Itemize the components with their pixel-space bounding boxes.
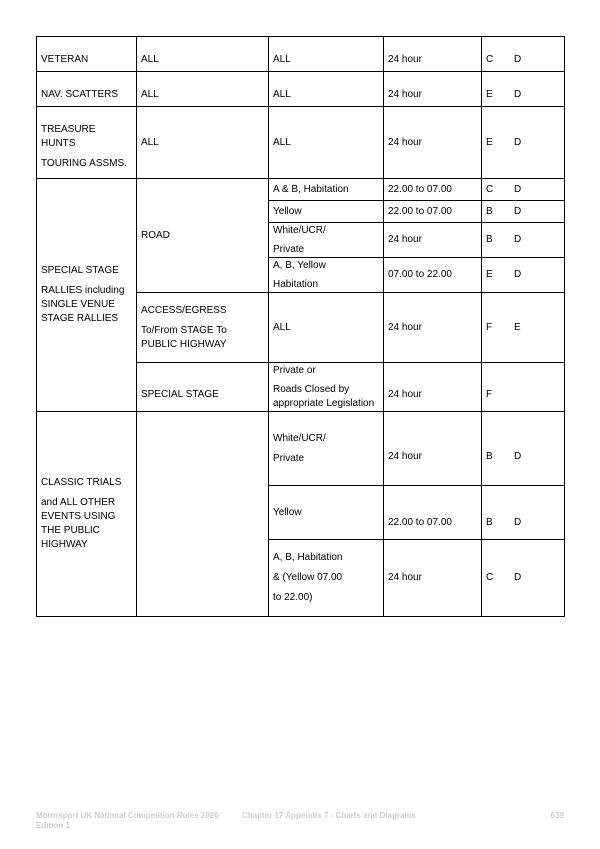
event-cell	[37, 107, 137, 179]
code-e: B	[486, 234, 493, 245]
code-e: C	[486, 572, 494, 583]
road-cell	[269, 223, 384, 258]
time-cell: 24 hour	[384, 107, 482, 179]
code-e: B	[486, 450, 493, 462]
section-cell: ROAD	[137, 179, 269, 293]
road-cell: ALL	[269, 293, 384, 363]
page-number: 639	[550, 811, 564, 820]
time-cell: 24 hour	[384, 412, 482, 486]
event-cell: NAV. SCATTERS	[37, 72, 137, 107]
footer-title: Motorsport UK National Competition Rules 2026	[36, 811, 219, 820]
road-cell: ALL	[269, 72, 384, 107]
time-cell: 24 hour	[384, 293, 482, 363]
event-line: SINGLE VENUE	[41, 299, 115, 310]
road-line: Habitation	[273, 278, 319, 290]
code-f: D	[514, 89, 522, 100]
event-cell: VETERAN	[37, 37, 137, 72]
section-cell: ALL	[137, 107, 269, 179]
road-cell	[269, 363, 384, 412]
road-cell: Yellow	[269, 486, 384, 540]
road-line: appropriate Legislation	[273, 397, 375, 409]
footer-left	[36, 811, 236, 831]
time-cell: 24 hour	[384, 37, 482, 72]
code-e: B	[486, 205, 493, 217]
road-cell: ALL	[269, 107, 384, 179]
code-e: F	[486, 389, 493, 400]
code-cell	[482, 72, 565, 107]
event-line: HIGHWAY	[41, 539, 88, 550]
code-cell	[482, 37, 565, 72]
section-cell	[137, 412, 269, 617]
event-line: TREASURE	[41, 123, 96, 135]
time-cell: 24 hour	[384, 72, 482, 107]
code-f: E	[514, 321, 521, 333]
road-line: A, B, Yellow	[273, 259, 326, 271]
code-cell	[482, 201, 565, 223]
event-line: RALLIES including	[41, 285, 125, 296]
code-f: D	[514, 572, 522, 583]
code-cell	[482, 412, 565, 486]
code-f: D	[514, 269, 522, 280]
table-row	[37, 72, 565, 107]
code-cell	[482, 486, 565, 540]
code-f: D	[514, 54, 522, 65]
code-cell	[482, 293, 565, 363]
code-cell	[482, 258, 565, 293]
code-f: D	[514, 234, 522, 245]
event-line: STAGE RALLIES	[41, 313, 119, 324]
code-f: D	[514, 205, 522, 217]
road-line: & (Yellow 07.00	[273, 572, 343, 583]
section-cell: ALL	[137, 37, 269, 72]
code-f: D	[514, 183, 522, 195]
code-cell	[482, 107, 565, 179]
event-line: EVENTS USING	[41, 511, 116, 522]
road-line: Private	[273, 452, 305, 464]
table-row	[37, 412, 565, 486]
code-e: C	[486, 54, 494, 65]
code-f	[514, 388, 560, 402]
code-e: F	[486, 321, 493, 333]
road-cell	[269, 258, 384, 293]
time-cell: 24 hour	[384, 540, 482, 617]
event-cell	[37, 412, 137, 617]
road-cell	[269, 412, 384, 486]
road-line: Private or	[273, 364, 316, 376]
time-cell: 22.00 to 07.00	[384, 201, 482, 223]
code-f: D	[514, 516, 522, 528]
footer-chapter: Chapter 17 Appendix 7 - Charts and Diagrams	[242, 811, 416, 820]
code-cell	[482, 363, 565, 412]
table-row	[37, 179, 565, 201]
road-line: to 22.00)	[273, 592, 313, 603]
road-cell	[269, 540, 384, 617]
code-e: E	[486, 89, 493, 100]
time-cell: 24 hour	[384, 223, 482, 258]
rules-table	[36, 36, 565, 617]
road-cell: Yellow	[269, 201, 384, 223]
code-cell	[482, 223, 565, 258]
code-cell	[482, 179, 565, 201]
time-cell: 22.00 to 07.00	[384, 179, 482, 201]
event-cell	[37, 179, 137, 412]
code-f: D	[514, 450, 522, 462]
event-line: and ALL OTHER	[41, 497, 116, 508]
road-line: White/UCR/	[273, 432, 326, 444]
code-e: E	[486, 136, 493, 148]
road-cell: A & B, Habitation	[269, 179, 384, 201]
code-e: B	[486, 516, 493, 528]
table-row	[37, 37, 565, 72]
event-line: HUNTS	[41, 137, 76, 149]
time-cell: 22.00 to 07.00	[384, 486, 482, 540]
section-line: ACCESS/EGRESS	[141, 304, 227, 316]
code-e: E	[486, 269, 493, 280]
road-cell: ALL	[269, 37, 384, 72]
road-line: White/UCR/	[273, 224, 326, 236]
time-cell: 24 hour	[384, 363, 482, 412]
code-e: C	[486, 183, 494, 195]
section-cell: ALL	[137, 72, 269, 107]
section-cell	[137, 293, 269, 363]
event-line: THE PUBLIC	[41, 525, 100, 536]
time-cell: 07.00 to 22.00	[384, 258, 482, 293]
section-line: To/From STAGE To	[141, 324, 227, 336]
event-line: TOURING ASSMS.	[41, 157, 127, 169]
section-line: PUBLIC HIGHWAY	[141, 338, 227, 350]
code-f: D	[514, 136, 522, 148]
event-line: CLASSIC TRIALS	[41, 477, 122, 488]
road-line: A, B, Habitation	[273, 552, 343, 563]
event-line: SPECIAL STAGE	[41, 265, 119, 276]
footer-edition: Edition 1	[36, 821, 70, 830]
road-line: Roads Closed by	[273, 383, 350, 395]
section-cell: SPECIAL STAGE	[137, 363, 269, 412]
code-cell	[482, 540, 565, 617]
table-row	[37, 107, 565, 179]
road-line: Private	[273, 243, 305, 255]
